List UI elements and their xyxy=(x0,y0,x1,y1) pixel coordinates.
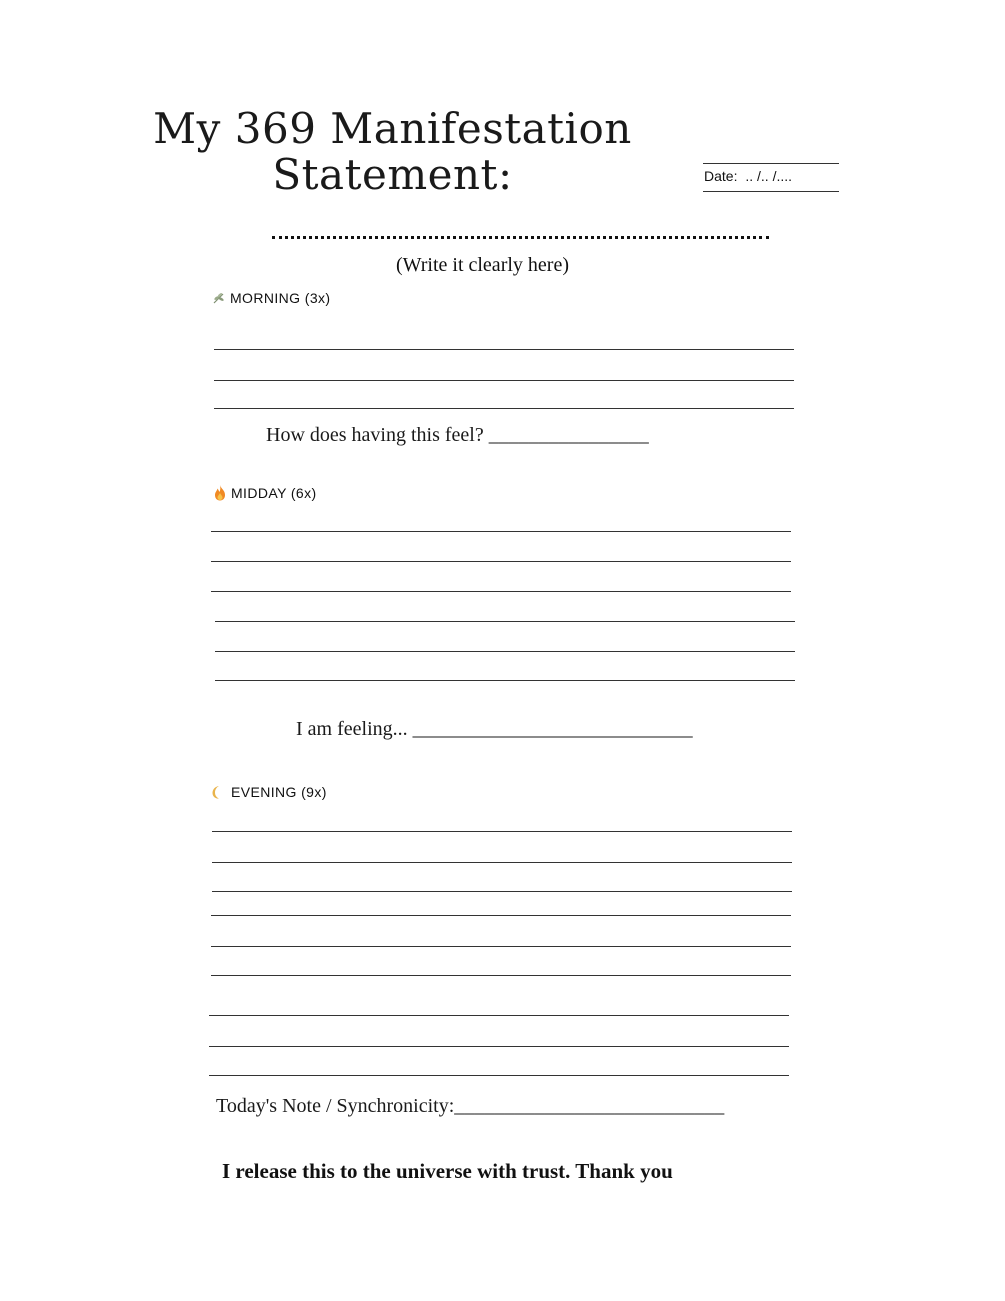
morning-label-text: MORNING (3x) xyxy=(230,290,331,306)
evening-line-2[interactable] xyxy=(212,862,792,863)
date-top-rule xyxy=(703,163,839,164)
feeling-prompt[interactable]: I am feeling... ____________________________ xyxy=(296,718,693,740)
statement-dotted-line[interactable] xyxy=(272,236,769,239)
evening-line-7[interactable] xyxy=(209,1015,789,1016)
evening-label xyxy=(209,784,327,800)
morning-line-2[interactable] xyxy=(214,380,794,381)
fire-icon xyxy=(212,484,228,501)
statement-hint: (Write it clearly here) xyxy=(396,254,569,276)
evening-line-6[interactable] xyxy=(211,975,791,976)
midday-line-2[interactable] xyxy=(211,561,791,562)
date-value: .. /.. /.... xyxy=(745,168,793,184)
closing-statement: I release this to the universe with trust. Thank you xyxy=(222,1159,673,1183)
leaf-icon xyxy=(211,290,227,306)
evening-line-8[interactable] xyxy=(209,1046,789,1047)
midday-label xyxy=(212,484,317,501)
evening-line-5[interactable] xyxy=(211,946,791,947)
midday-line-4[interactable] xyxy=(215,621,795,622)
evening-line-1[interactable] xyxy=(212,831,792,832)
page-title xyxy=(140,106,645,198)
evening-line-4[interactable] xyxy=(211,915,791,916)
date-label: Date: xyxy=(704,168,738,184)
midday-line-5[interactable] xyxy=(215,651,795,652)
midday-line-6[interactable] xyxy=(215,680,795,681)
morning-line-1[interactable] xyxy=(214,349,794,350)
midday-line-3[interactable] xyxy=(211,591,791,592)
morning-label xyxy=(211,290,330,306)
note-prompt[interactable]: Today's Note / Synchronicity:___________________________ xyxy=(216,1095,725,1117)
midday-line-1[interactable] xyxy=(211,531,791,532)
midday-label-text: MIDDAY (6x) xyxy=(231,484,317,501)
moon-icon xyxy=(209,784,225,800)
morning-line-3[interactable] xyxy=(214,408,794,409)
date-bottom-rule xyxy=(703,191,839,192)
page-title-line2: Statement: xyxy=(272,150,513,199)
evening-line-3[interactable] xyxy=(212,891,792,892)
page-title-line1: My 369 Manifestation xyxy=(153,104,632,153)
date-field[interactable] xyxy=(704,168,792,184)
evening-label-text: EVENING (9x) xyxy=(231,784,327,800)
evening-line-9[interactable] xyxy=(209,1075,789,1076)
feel-prompt[interactable]: How does having this feel? ________________ xyxy=(266,424,649,446)
